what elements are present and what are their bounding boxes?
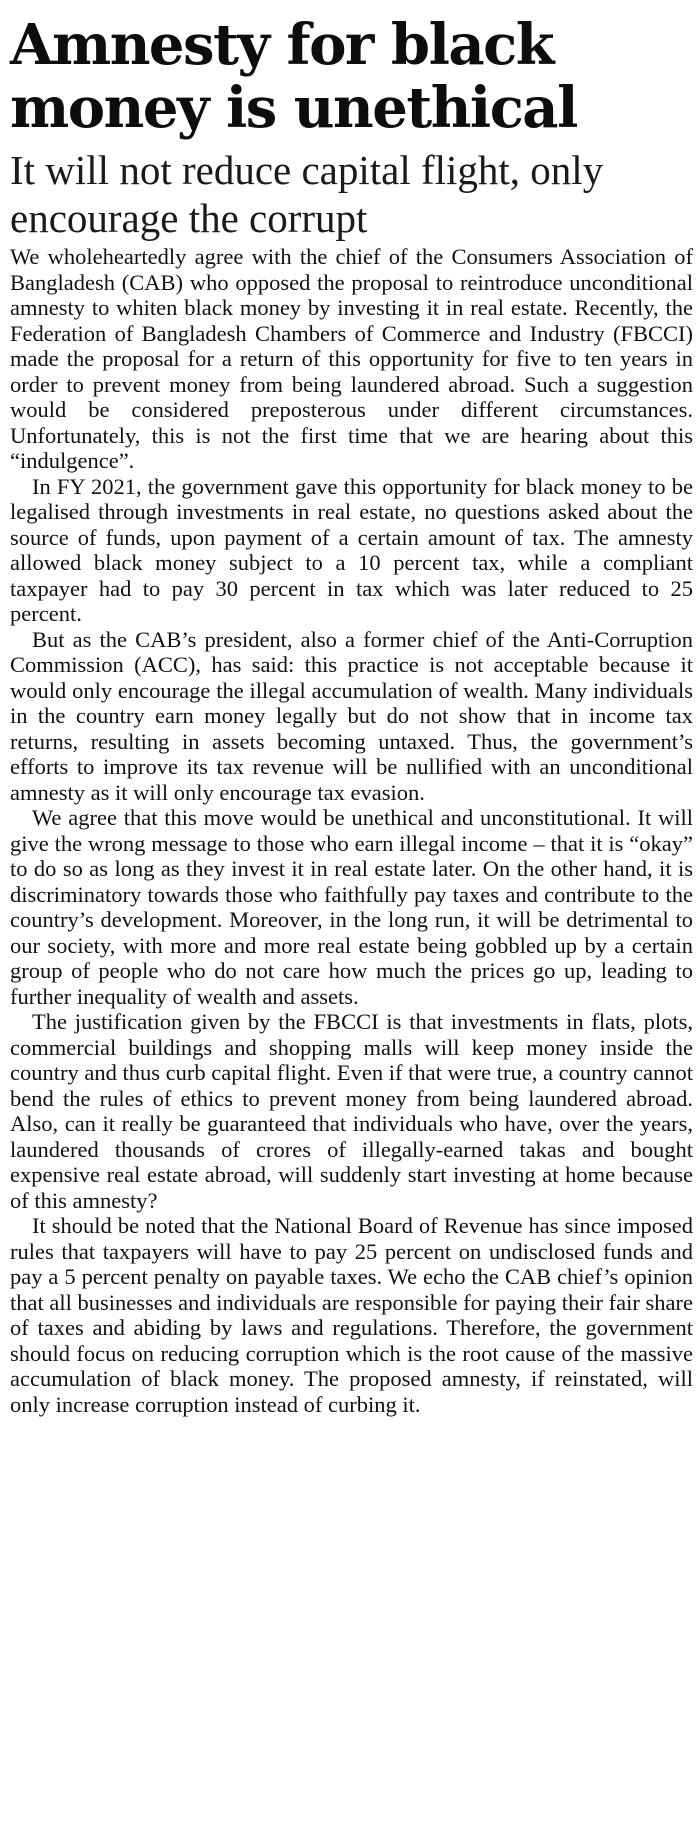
paragraph: In FY 2021, the government gave this opportunity for black money to be legalised through investments in real estate, no questions asked about the source of funds, upon payment of a certain amount of tax. The amnesty allowed black money subject to a 10 percent tax, while a compliant taxpayer had to pay 30 percent in tax which was later reduced to 25 percent. xyxy=(10,473,693,626)
paragraph: It should be noted that the National Board of Revenue has since imposed rules that taxpayers will have to pay 25 percent on undisclosed funds and pay a 5 percent penalty on payable taxes. We echo the CAB chief’s opinion that all businesses and individuals are responsible for paying their fair share of taxes and abiding by laws and regulations. Therefore, the government should focus on reducing corruption which is the root cause of the massive accumulation of black money. The proposed amnesty, if reinstated, will only increase corruption instead of curbing it. xyxy=(10,1213,693,1417)
paragraph: But as the CAB’s president, also a former chief of the Anti-Corruption Commission (ACC), has said: this practice is not acceptable because it would only encourage the illegal accumulation of wealth. Many individuals in the country earn money legally but do not show that in income tax returns, resulting in assets becoming untaxed. Thus, the government’s efforts to improve its tax revenue will be nullified with an unconditional amnesty as it will only encourage tax evasion. xyxy=(10,626,693,805)
paragraph: The justification given by the FBCCI is that investments in flats, plots, commercial buildings and shopping malls will keep money inside the country and thus curb capital flight. Even if that were true, a country cannot bend the rules of ethics to prevent money from being laundered abroad. Also, can it really be guaranteed that individuals who have, over the years, laundered thousands of crores of illegally-earned takas and bought expensive real estate abroad, will suddenly start investing at home because of this amnesty? xyxy=(10,1009,693,1213)
paragraph: We agree that this move would be unethical and unconstitutional. It will give the wrong message to those who earn illegal income – that it is “okay” to do so as long as they invest it in real estate later. On the other hand, it is discriminatory towards those who faithfully pay taxes and contribute to the country’s development. Moreover, in the long run, it will be detrimental to our society, with more and more real estate being gobbled up by a certain group of people who do not care how much the prices go up, leading to further inequality of wealth and assets. xyxy=(10,805,693,1009)
editorial-article xyxy=(10,14,693,1417)
paragraph: We wholeheartedly agree with the chief of the Consumers Association of Bangladesh (CAB) who opposed the proposal to reintroduce unconditional amnesty to whiten black money by investing it in real estate. Recently, the Federation of Bangladesh Chambers of Commerce and Industry (FBCCI) made the proposal for a return of this opportunity for five to ten years in order to prevent money from being laundered abroad. Such a suggestion would be considered preposterous under different circumstances. Unfortunately, this is not the first time that we are hearing about this “indulgence”. xyxy=(10,244,693,473)
article-body xyxy=(10,244,693,1417)
headline: Amnesty for black money is unethical xyxy=(10,12,577,141)
subheadline: It will not reduce capital flight, only encourage the corrupt xyxy=(10,147,604,241)
